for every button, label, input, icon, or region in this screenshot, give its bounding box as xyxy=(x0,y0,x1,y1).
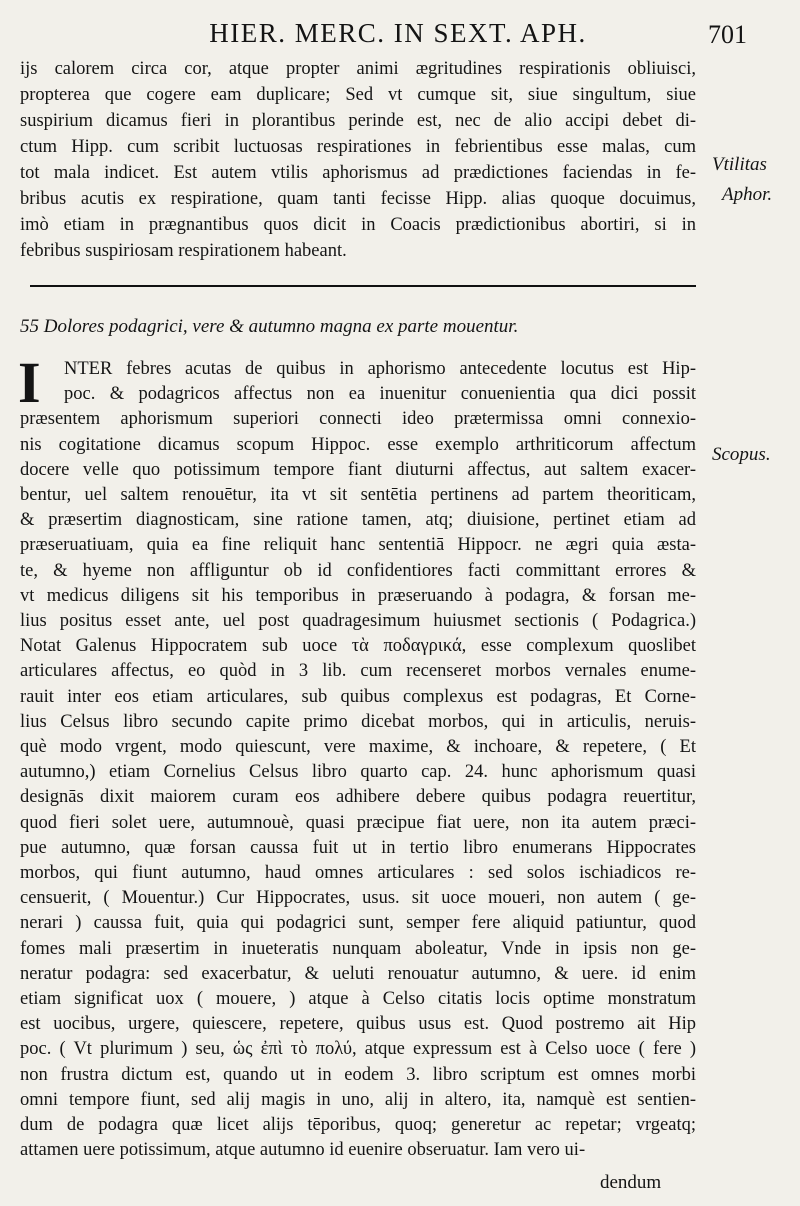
text-line: vt medicus diligens sit his temporibus in præseruando à podagra, & forsan me- xyxy=(20,585,696,606)
text-line: autumno,) etiam Cornelius Celsus libro quarto cap. 24. hunc aphorismum quasi xyxy=(20,762,696,783)
text-line: quod fieri solet uere, autumnouè, quasi præcipue fiat uere, non ita autem præci- xyxy=(20,812,696,833)
text-line: neratur podagra: sed exacerbatur, & ueluti renouatur autumno, & uere. id enim xyxy=(20,963,696,984)
text-line: suspirium dicamus fieri in plorantibus perinde est, nec de alio accipi debet di- xyxy=(20,111,696,131)
text-line: febribus suspiriosam respirationem habeant. xyxy=(20,241,347,261)
text-line: fomes mali præsertim in inueteratis nunquam aboleatur, Vnde in ipsis non ge- xyxy=(20,938,696,959)
text-line: designās dixit maiorem curam eos adhibere debere quibus podagra reuertitur, xyxy=(20,787,696,808)
text-line: censuerit, ( Mouentur.) Cur Hippocrates, usus. sit uoce moueri, non autem ( ge- xyxy=(20,888,696,909)
text-line: est uocibus, urgere, quiescere, repetere, quibus usus est. Quod postremo ait Hip xyxy=(20,1014,696,1035)
text-line: què modo vrgent, modo quiescunt, vere maxime, & inchoare, & repetere, ( Et xyxy=(20,737,696,757)
text-line: te, & hyeme non affliguntur ob id confidentiores facti committant errores & xyxy=(20,560,696,581)
drop-capital: I xyxy=(18,350,41,415)
section-rule xyxy=(30,285,696,287)
text-line: nerari ) caussa fuit, quia qui podagrici sunt, semper fere aliquid patiuntur, quod xyxy=(20,913,696,934)
text-line: omni tempore fiunt, sed alij magis in uno, alij in altero, ita, namquè est sentien- xyxy=(20,1089,696,1110)
text-line: ijs calorem circa cor, atque propter animi ægritudines respirationis obliuisci, xyxy=(20,59,696,79)
text-line: lius positus esset ante, uel post quadragesimum huiusmet sectionis ( Podagrica.) xyxy=(20,611,696,631)
catchword: dendum xyxy=(600,1172,662,1193)
text-line: poc. ( Vt plurimum ) seu, ὡς ἐπὶ τὸ πολύ, atque expressum est à Celso uoce ( fere ) xyxy=(20,1039,696,1060)
text-line: rauit inter eos etiam articulares, sub quibus complexus est podagras, Et Corne- xyxy=(20,686,696,707)
margin-note-scopus: Scopus. xyxy=(712,444,771,465)
text-line: docere velle quo potissimum tempore fiant diuturni affectus, aut saltem exacer- xyxy=(20,459,696,480)
text-line: articulares affectus, eo quòd in 3 lib. cum recenseret morbos vernales enume- xyxy=(20,661,696,682)
margin-note-aphor: Aphor. xyxy=(722,184,773,205)
running-title: HIER. MERC. IN SEXT. APH. xyxy=(209,18,587,48)
text-line: imò etiam in prægnantibus quos dicit in Coacis prædictionibus abortiri, si in xyxy=(20,215,696,235)
text-line: bribus acutis ex respiratione, quam tanti fecisse Hipp. alias quoque docuimus, xyxy=(20,189,696,209)
text-line: tot mala indicet. Est autem vtilis aphorismus ad prædictiones faciendas in fe- xyxy=(20,163,696,183)
text-line: pue autumno, quæ forsan caussa fuit ut in tertio libro enumerans Hippocrates xyxy=(20,837,696,858)
text-line: attamen uere potissimum, atque autumno id euenire obseruatur. Iam vero ui- xyxy=(20,1140,586,1161)
text-line: & præsertim diagnosticam, sine ratione tamen, atq; diuisione, pertinet etiam ad xyxy=(20,510,696,531)
text-line: morbos, qui fiunt autumno, haud omnes articulares : sed solos ischiadicos re- xyxy=(20,863,696,883)
text-line: NTER febres acutas de quibus in aphorismo antecedente locutus est Hip- xyxy=(64,359,696,379)
text-line: bentur, uel saltem renouētur, ita vt sit sentētia pertinens ad partem theoriticam, xyxy=(20,485,696,505)
text-line: nis cogitatione dicamus scopum Hippoc. esse exemplo arthriticorum affectum xyxy=(20,434,696,455)
text-line: Notat Galenus Hippocratem sub uoce τὰ ποδαγρικά, esse complexum quoslibet xyxy=(20,636,696,657)
text-line: etiam significat uox ( mouere, ) atque à Celso citatis locis optime monstratum xyxy=(20,989,696,1009)
text-line: ctum Hipp. cum scribit luctuosas respirationes in febrientibus esse malas, cum xyxy=(20,137,696,157)
page-number: 701 xyxy=(708,20,747,49)
text-line: poc. & podagricos affectus non ea inuenitur conuenientia qua dici possit xyxy=(64,384,696,405)
text-line: dum de podagra quæ licet alijs tēporibus, quoq; generetur ac repetar; vrgeatq; xyxy=(20,1115,696,1135)
text-line: præseruatiuam, quia ea fine reliquit hanc sententiā Hippocr. ne ægri quia æsta- xyxy=(20,535,696,556)
text-line: propterea que cogere eam duplicare; Sed vt cumque sit, siue singultum, siue xyxy=(20,85,696,105)
text-line: lius Celsus libro secundo capite primo dicebat morbos, qui in articulis, neruis- xyxy=(20,711,696,732)
aphorism-heading: 55 Dolores podagrici, vere & autumno magna ex parte mouentur. xyxy=(20,316,519,337)
margin-note-utilitas: Vtilitas xyxy=(712,154,767,175)
text-line: non frustra dictum est, quando ut in eodem 3. libro scriptum est omnes morbi xyxy=(20,1064,696,1085)
text-line: præsentem aphorismum superiori connecti ideo prætermissa omni connexio- xyxy=(20,409,696,430)
